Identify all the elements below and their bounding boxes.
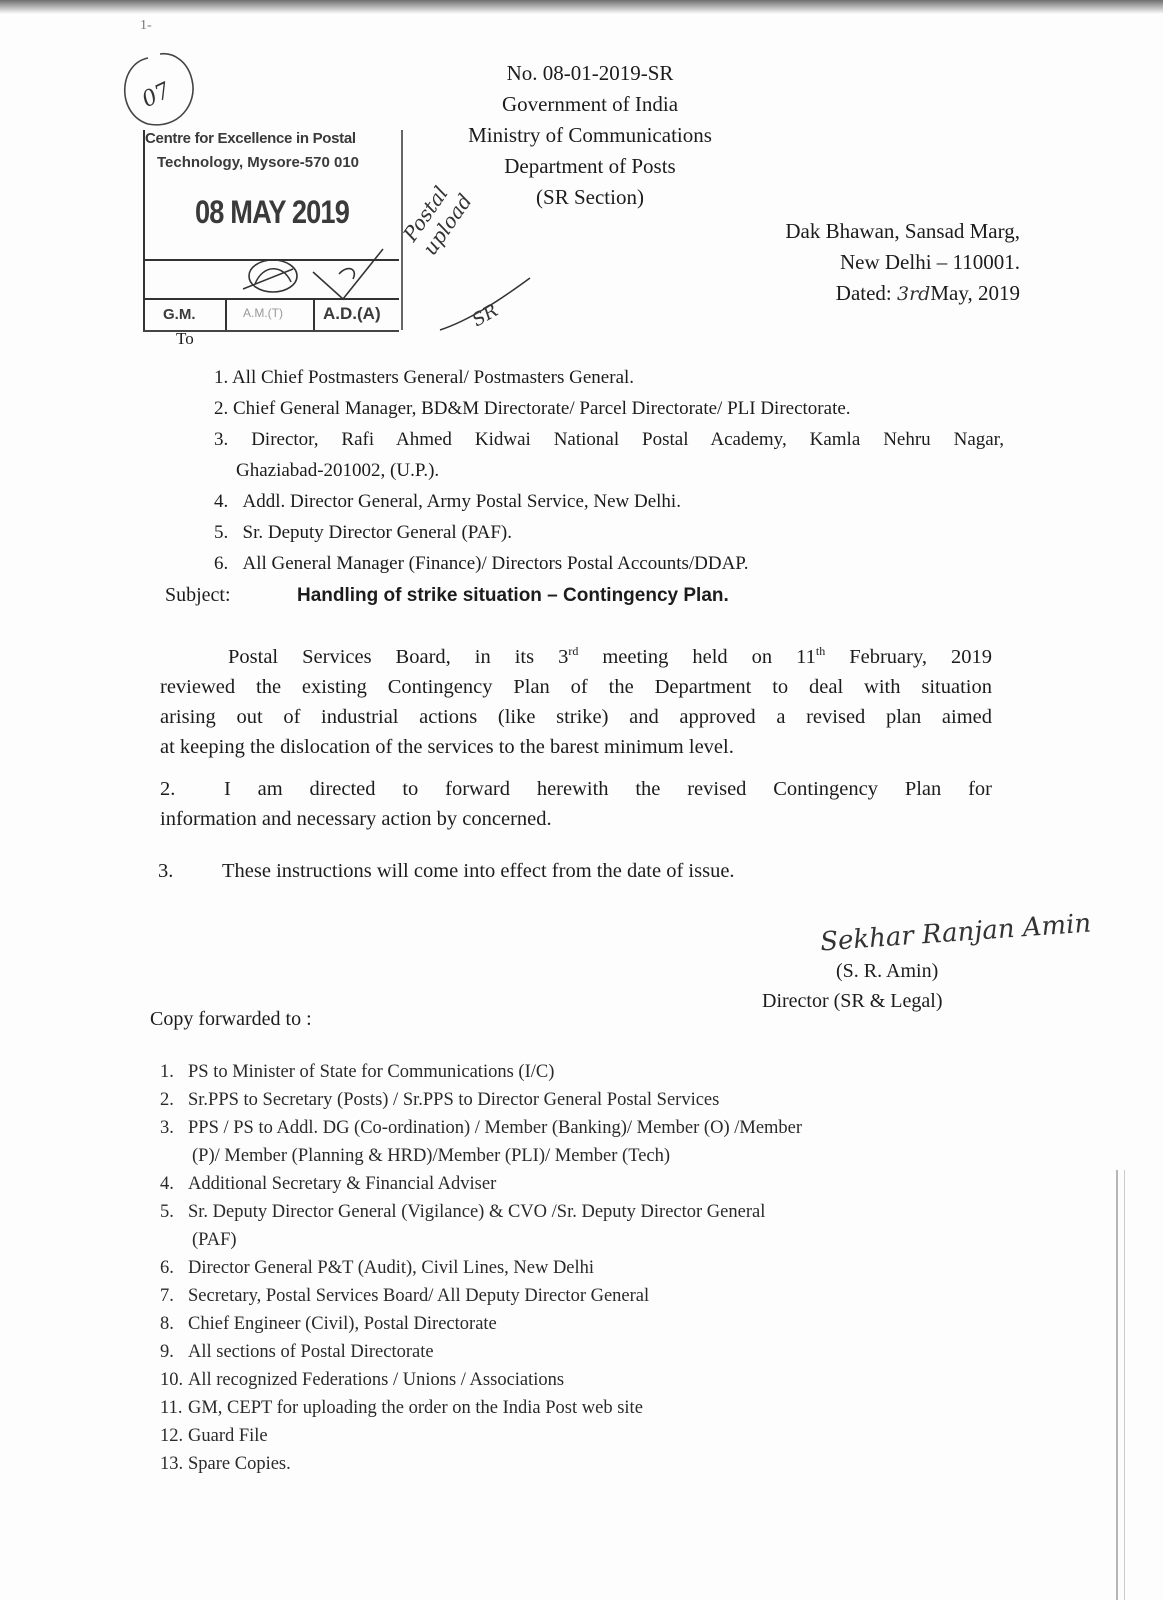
- list-item: 7. Secretary, Postal Services Board/ All Deputy Director General: [160, 1286, 650, 1306]
- list-item: 1. PS to Minister of State for Communications (I/C): [160, 1062, 555, 1082]
- list-item: 5. Sr. Deputy Director General (Vigilance) & CVO /Sr. Deputy Director General: [160, 1202, 766, 1222]
- subject-label: Subject:: [165, 584, 231, 606]
- list-item: 3. PPS / PS to Addl. DG (Co-ordination) / Member (Banking)/ Member (O) /Member: [160, 1118, 803, 1138]
- section-line: (SR Section): [536, 185, 644, 209]
- address-line1: Dak Bhawan, Sansad Marg,: [785, 219, 1020, 243]
- list-item: 8. Chief Engineer (Civil), Postal Directorate: [160, 1314, 497, 1334]
- paragraph-3: 3. These instructions will come into effect from the date of issue.: [158, 860, 735, 882]
- list-item: 11. GM, CEPT for uploading the order on the India Post web site: [160, 1398, 643, 1418]
- list-item-continued: (PAF): [192, 1230, 237, 1250]
- recipient-list: [214, 362, 1004, 579]
- stamp-scribbles: [143, 124, 401, 334]
- list-item: 4. Additional Secretary & Financial Adviser: [160, 1174, 497, 1194]
- stamp-at: A.M.(T): [243, 306, 283, 320]
- scan-shadow: [0, 0, 1163, 14]
- to-label: To: [176, 329, 194, 348]
- copy-list: [160, 1058, 802, 1478]
- govt-line: Government of India: [501, 92, 679, 116]
- initials-scribble: [430, 270, 540, 340]
- ministry-line: Ministry of Communications: [468, 123, 712, 147]
- signature: Sekhar Ranjan Amin: [819, 908, 1093, 958]
- handwritten-note: Postal upload: [398, 181, 477, 260]
- address-block: [640, 216, 1020, 310]
- signatory-name: (S. R. Amin): [836, 960, 939, 982]
- address-line2: New Delhi – 110001.: [839, 250, 1020, 274]
- copy-forwarded-label: Copy forwarded to :: [150, 1008, 312, 1030]
- list-item: 5. Sr. Deputy Director General (PAF).: [214, 522, 512, 543]
- corner-mark: 1-: [140, 18, 152, 33]
- list-item-continued: Ghaziabad-201002, (U.P.).: [236, 460, 440, 481]
- list-item: 2. Sr.PPS to Secretary (Posts) / Sr.PPS to Director General Postal Services: [160, 1090, 720, 1110]
- list-item: 2. Chief General Manager, BD&M Directorate/ Parcel Directorate/ PLI Directorate.: [214, 398, 851, 419]
- list-item-continued: (P)/ Member (Planning & HRD)/Member (PLI)/ Member (Tech): [192, 1146, 671, 1166]
- stamp-line1: Centre for Excellence in Postal: [145, 130, 356, 147]
- stamp-gm: G.M.: [163, 306, 196, 323]
- file-circle-mark: [108, 44, 208, 134]
- department-line: Department of Posts: [504, 154, 676, 178]
- scan-edge: [1116, 1170, 1125, 1600]
- paragraph-2: 2. I am directed to forward herewith the revised Contingency Plan for information and necessary action by concerned.: [160, 778, 992, 830]
- svg-text:SR: SR: [468, 300, 502, 332]
- list-item: 1. All Chief Postmasters General/ Postmasters General.: [214, 367, 635, 388]
- circle-number: 07: [138, 78, 175, 113]
- list-item: 9. All sections of Postal Directorate: [160, 1342, 434, 1362]
- subject-line: [165, 584, 729, 607]
- dated-day: 3rd: [897, 283, 931, 305]
- list-item: 6. All General Manager (Finance)/ Directors Postal Accounts/DDAP.: [214, 553, 749, 574]
- file-number: No. 08-01-2019-SR: [506, 61, 674, 85]
- stamp-date: 08 MAY 2019: [195, 194, 349, 230]
- receipt-stamp: [143, 124, 401, 334]
- list-item: 3. Director, Rafi Ahmed Kidwai National Postal Academy, Kamla Nehru Nagar,: [214, 429, 1005, 450]
- signatory-designation: Director (SR & Legal): [762, 990, 943, 1012]
- stamp-line2: Technology, Mysore-570 010: [157, 154, 360, 171]
- list-item: 4. Addl. Director General, Army Postal Service, New Delhi.: [214, 491, 681, 512]
- subject-text: Handling of strike situation – Contingency Plan.: [297, 585, 729, 606]
- dated-line: Dated: 3rdMay, 2019: [835, 281, 1020, 305]
- list-item: 13. Spare Copies.: [160, 1454, 291, 1474]
- list-item: 6. Director General P&T (Audit), Civil Lines, New Delhi: [160, 1258, 595, 1278]
- list-item: 10. All recognized Federations / Unions / Associations: [160, 1370, 565, 1390]
- stamp-ad: A.D.(A): [323, 304, 381, 323]
- list-item: 12. Guard File: [160, 1426, 268, 1446]
- paragraph-1: Postal Services Board, in its 3rd meeting held on 11th February, 2019 reviewed the existing Contingency Plan of the Department to deal with situation arising out of industrial actions (like strike) and approved a revised plan aimed at keeping the dislocation of the services to the barest minimum level.: [160, 644, 993, 758]
